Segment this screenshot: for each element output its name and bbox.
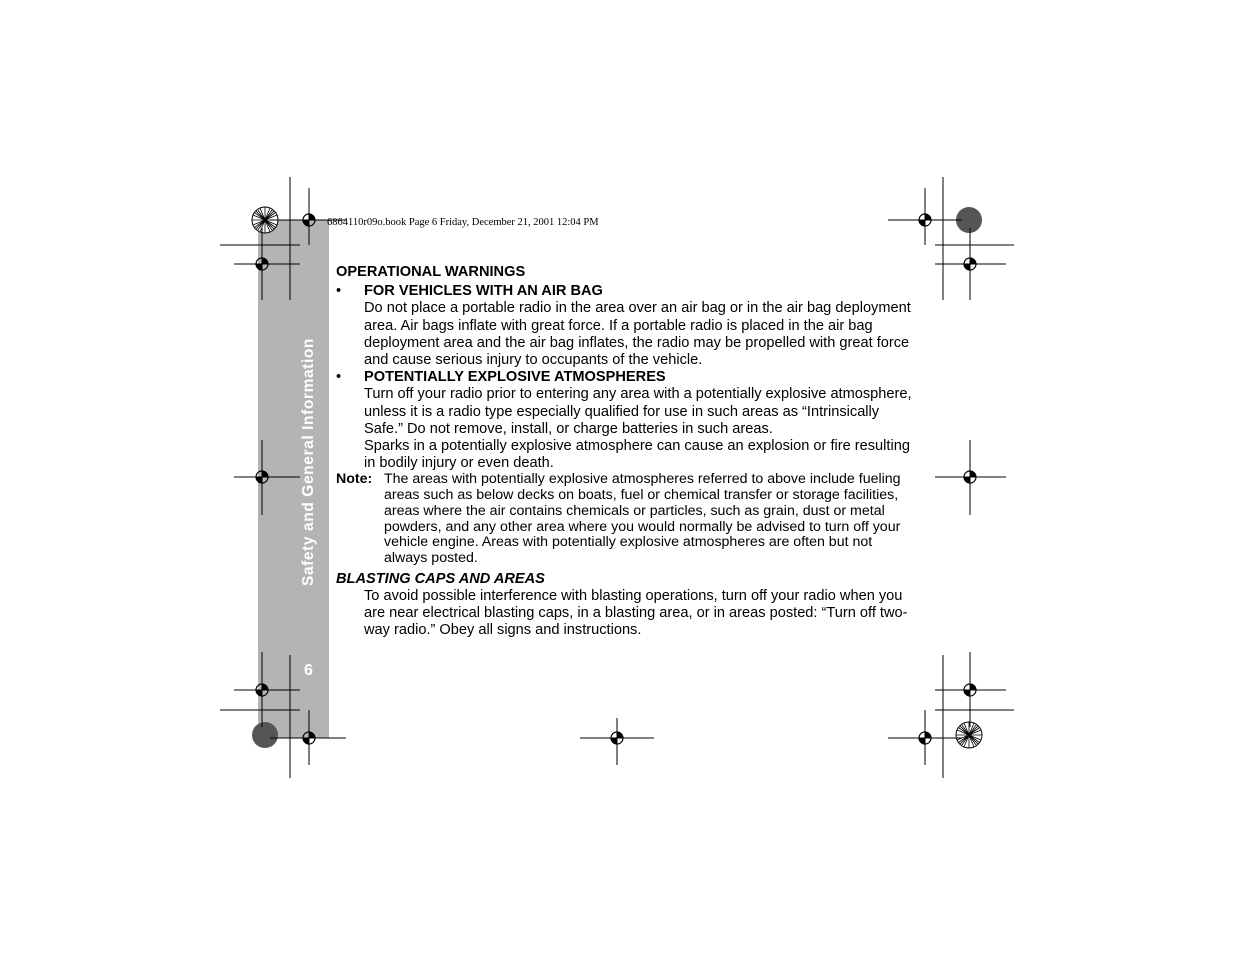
blasting-paragraph: To avoid possible interference with blasting operations, turn off your radio when you are near electrical blasting caps, in a blasting area, or in areas posted: “Turn off two-way radio.” Obey all signs and instructions. (364, 587, 908, 639)
bullet: • (336, 283, 342, 300)
explosive-paragraph-2: Sparks in a potentially explosive atmosphere can cause an explosion or fire resulting in bodily injury or even death. (364, 438, 910, 472)
bullet: • (336, 369, 342, 386)
main-heading: OPERATIONAL WARNINGS (336, 264, 526, 280)
explosive-paragraph-1: Turn off your radio prior to entering any area with a potentially explosive atmosphere, unless it is a radio type especially qualified for use in such areas as “Intrinsically Safe.” Do not remove, install, or charge batteries in such areas. (364, 386, 912, 437)
airbag-paragraph: Do not place a portable radio in the area over an air bag or in the air bag deployment area. Air bags inflate with great force. If a portable radio is placed in the air bag deployment area and the air bag inflates, the radio may be propelled with great force and cause serious injury to occupants of the vehicle. (364, 300, 911, 369)
note-label: Note: (336, 471, 373, 488)
bullet-heading-explosive (336, 369, 916, 386)
book-header-line: 6864110r09o.book Page 6 Friday, December 21, 2001 12:04 PM (327, 217, 599, 228)
bullet-heading-airbag (336, 283, 916, 300)
page-number: 6 (304, 662, 313, 679)
note-block (336, 472, 916, 566)
blasting-heading: BLASTING CAPS AND AREAS (336, 570, 545, 587)
main-content (336, 264, 916, 639)
section-heading: FOR VEHICLES WITH AN AIR BAG (364, 283, 603, 300)
note-text: The areas with potentially explosive atmospheres referred to above include fueling areas such as below decks on boats, fuel or chemical transfer or storage facilities, areas where the air contains chemicals or particles, such as grain, dust or metal powders, and any other area where you would normally be advised to turn off your vehicle engine. Areas with potentially explosive atmospheres are often but not always posted. (384, 471, 901, 566)
section-title: Safety and General Information (300, 338, 317, 586)
section-heading: POTENTIALLY EXPLOSIVE ATMOSPHERES (364, 369, 666, 386)
